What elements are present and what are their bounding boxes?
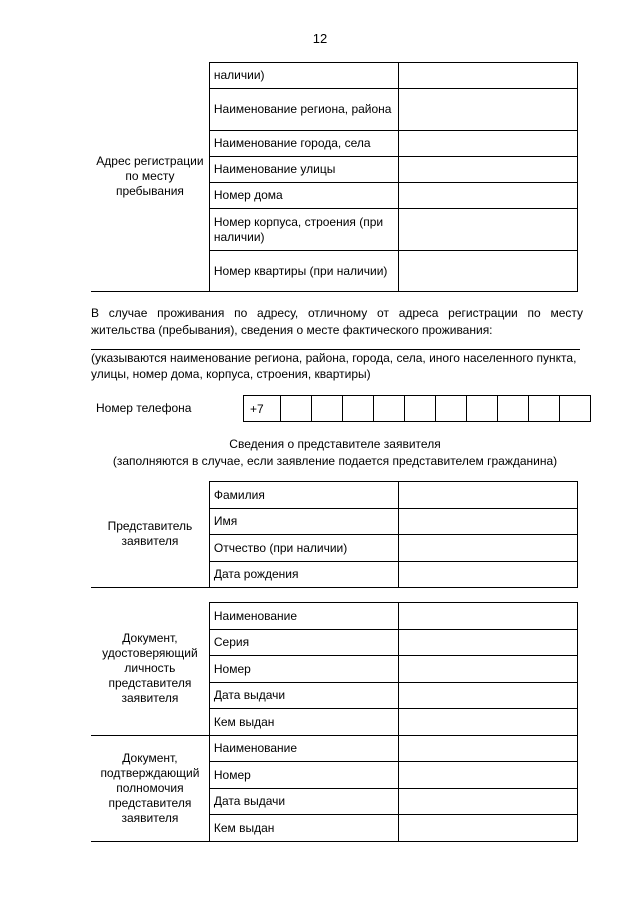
actual-residence-hint: (указываются наименование региона, района, города, села, иного населенного пункта, улицы, номер дома, корпуса, строения, квартиры) bbox=[91, 351, 577, 381]
authority-document-row-label: Дата выдачи bbox=[209, 789, 399, 815]
address-row-value[interactable] bbox=[399, 209, 578, 251]
representative-row-label: Фамилия bbox=[209, 482, 399, 509]
phone-digit-cell[interactable] bbox=[312, 396, 343, 422]
address-row-label: Наименование улицы bbox=[209, 157, 399, 183]
identity-document-row-value[interactable] bbox=[399, 630, 578, 656]
representative-row-label: Отчество (при наличии) bbox=[209, 535, 399, 562]
identity-document-row-label: Кем выдан bbox=[209, 709, 399, 736]
identity-document-row-value[interactable] bbox=[399, 656, 578, 683]
address-table bbox=[91, 62, 578, 292]
authority-document-row-label: Номер bbox=[209, 762, 399, 789]
authority-document-row-value[interactable] bbox=[399, 762, 578, 789]
phone-input-grid bbox=[243, 395, 591, 422]
authority-document-group-label: Документ, подтверждающий полномочия представителя заявителя bbox=[91, 736, 209, 842]
phone-label: Номер телефона bbox=[96, 401, 192, 415]
phone-digit-cell[interactable] bbox=[436, 396, 467, 422]
representative-row-value[interactable] bbox=[399, 535, 578, 562]
address-row-value[interactable] bbox=[399, 89, 578, 131]
address-row-value[interactable] bbox=[399, 183, 578, 209]
authority-document-row-label: Наименование bbox=[209, 736, 399, 762]
representative-table bbox=[91, 481, 578, 588]
actual-residence-text: В случае проживания по адресу, отличному от адреса регистрации по месту жительства (пребывания), сведения о месте фактического проживания: bbox=[91, 306, 583, 337]
identity-document-row-value[interactable] bbox=[399, 683, 578, 709]
authority-document-row-label: Кем выдан bbox=[209, 815, 399, 842]
identity-document-row-label: Наименование bbox=[209, 603, 399, 630]
representative-row-label: Дата рождения bbox=[209, 562, 399, 588]
address-row-label: Наименование города, села bbox=[209, 131, 399, 157]
identity-document-row-label: Серия bbox=[209, 630, 399, 656]
authority-document-row-value[interactable] bbox=[399, 736, 578, 762]
representative-row-value[interactable] bbox=[399, 482, 578, 509]
representative-row-value[interactable] bbox=[399, 509, 578, 535]
authority-document-row-value[interactable] bbox=[399, 789, 578, 815]
address-row-label: Наименование региона, района bbox=[209, 89, 399, 131]
address-row-label: Номер корпуса, строения (при наличии) bbox=[209, 209, 399, 251]
representative-group-label: Представитель заявителя bbox=[91, 482, 209, 588]
address-row-value[interactable] bbox=[399, 63, 578, 89]
representative-row-value[interactable] bbox=[399, 562, 578, 588]
phone-prefix: +7 bbox=[244, 396, 281, 422]
identity-document-row-label: Номер bbox=[209, 656, 399, 683]
phone-digit-cell[interactable] bbox=[343, 396, 374, 422]
phone-digit-cell[interactable] bbox=[281, 396, 312, 422]
phone-digit-cell[interactable] bbox=[467, 396, 498, 422]
identity-document-row-value[interactable] bbox=[399, 709, 578, 736]
phone-digit-cell[interactable] bbox=[529, 396, 560, 422]
documents-table bbox=[91, 602, 578, 842]
address-group-label: Адрес регистрации по месту пребывания bbox=[91, 63, 209, 292]
address-row-label: наличии) bbox=[209, 63, 399, 89]
representative-row-label: Имя bbox=[209, 509, 399, 535]
address-row-value[interactable] bbox=[399, 251, 578, 292]
address-row-value[interactable] bbox=[399, 131, 578, 157]
identity-document-row-label: Дата выдачи bbox=[209, 683, 399, 709]
phone-digit-cell[interactable] bbox=[405, 396, 436, 422]
address-row-label: Номер дома bbox=[209, 183, 399, 209]
address-row-value[interactable] bbox=[399, 157, 578, 183]
page-number: 12 bbox=[312, 31, 328, 46]
identity-document-group-label: Документ, удостоверяющий личность представителя заявителя bbox=[91, 603, 209, 736]
phone-digit-cell[interactable] bbox=[498, 396, 529, 422]
phone-digit-cell[interactable] bbox=[560, 396, 591, 422]
address-row-label: Номер квартиры (при наличии) bbox=[209, 251, 399, 292]
representative-section-subtitle: (заполняются в случае, если заявление подается представителем гражданина) bbox=[112, 454, 558, 468]
authority-document-row-value[interactable] bbox=[399, 815, 578, 842]
phone-digit-cell[interactable] bbox=[374, 396, 405, 422]
representative-section-title: Сведения о представителе заявителя bbox=[229, 437, 441, 451]
identity-document-row-value[interactable] bbox=[399, 603, 578, 630]
